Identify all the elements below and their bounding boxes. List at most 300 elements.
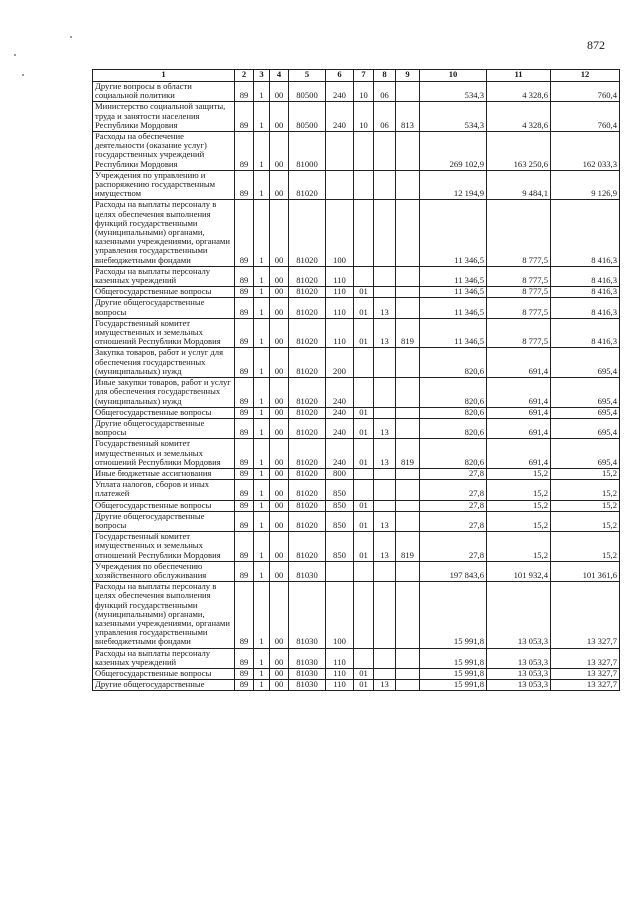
amount-cell: 269 102,9 [420,132,487,171]
table-header [93,70,620,82]
code-cell: 81020 [289,170,326,200]
amount-cell: 12 194,9 [420,170,487,200]
amount-cell: 8 777,5 [487,266,551,286]
table-row [93,266,620,286]
code-cell [396,298,420,318]
table-row [93,318,620,348]
scan-dust-mark [22,74,24,76]
code-cell: 1 [254,582,270,648]
amount-cell: 820,6 [420,418,487,438]
code-cell [396,648,420,668]
amount-cell: 691,4 [487,407,551,418]
code-cell: 89 [235,480,254,500]
code-cell: 89 [235,439,254,469]
item-name-cell: Расходы на обеспечение деятельности (оказание услуг) государственных учреждений Республики Мордовия [93,132,235,171]
code-cell [354,480,374,500]
table-row [93,648,620,668]
code-cell: 00 [270,418,289,438]
code-cell: 1 [254,561,270,581]
code-cell: 1 [254,318,270,348]
code-cell: 00 [270,407,289,418]
amount-cell: 15,2 [551,511,620,531]
code-cell [374,480,396,500]
item-name-cell: Общегосударственные вопросы [93,500,235,511]
code-cell [374,200,396,266]
code-cell: 13 [374,680,396,691]
amount-cell: 695,4 [551,378,620,408]
code-cell [354,348,374,378]
table-row [93,582,620,648]
code-cell: 00 [270,298,289,318]
code-cell: 89 [235,298,254,318]
table-row [93,561,620,581]
amount-cell: 101 361,6 [551,561,620,581]
code-cell: 89 [235,511,254,531]
scan-dust-mark [14,54,16,56]
code-cell: 01 [354,680,374,691]
amount-cell: 15,2 [487,532,551,562]
item-name-cell: Расходы на выплаты персоналу казенных учреждений [93,266,235,286]
code-cell: 1 [254,418,270,438]
amount-cell: 8 416,3 [551,287,620,298]
amount-cell: 8 777,5 [487,287,551,298]
header-cell: 1 [93,70,235,82]
code-cell: 89 [235,348,254,378]
code-cell: 240 [326,82,354,102]
code-cell: 00 [270,318,289,348]
table-row [93,378,620,408]
code-cell [354,648,374,668]
table-row [93,668,620,679]
item-name-cell: Учреждения по управлению и распоряжению государственным имуществом [93,170,235,200]
code-cell: 89 [235,318,254,348]
code-cell: 81030 [289,680,326,691]
code-cell: 00 [270,561,289,581]
amount-cell: 534,3 [420,102,487,132]
table-row [93,298,620,318]
amount-cell: 11 346,5 [420,287,487,298]
amount-cell: 101 932,4 [487,561,551,581]
table-row [93,132,620,171]
code-cell: 110 [326,298,354,318]
header-cell: 6 [326,70,354,82]
amount-cell: 8 777,5 [487,298,551,318]
code-cell: 81020 [289,511,326,531]
code-cell [354,561,374,581]
code-cell: 81020 [289,200,326,266]
code-cell: 01 [354,668,374,679]
amount-cell: 11 346,5 [420,318,487,348]
amount-cell: 15,2 [487,480,551,500]
amount-cell: 8 416,3 [551,298,620,318]
code-cell: 110 [326,287,354,298]
code-cell: 89 [235,532,254,562]
code-cell: 89 [235,132,254,171]
item-name-cell: Государственный комитет имущественных и земельных отношений Республики Мордовия [93,532,235,562]
code-cell: 1 [254,348,270,378]
code-cell [354,582,374,648]
code-cell: 00 [270,511,289,531]
code-cell [374,582,396,648]
code-cell [354,200,374,266]
code-cell: 89 [235,287,254,298]
code-cell: 1 [254,200,270,266]
amount-cell: 15 991,8 [420,648,487,668]
amount-cell: 162 033,3 [551,132,620,171]
code-cell [354,378,374,408]
code-cell: 06 [374,82,396,102]
item-name-cell: Уплата налогов, сборов и иных платежей [93,480,235,500]
code-cell: 13 [374,418,396,438]
code-cell: 01 [354,500,374,511]
code-cell: 1 [254,532,270,562]
amount-cell: 695,4 [551,407,620,418]
table-body [93,82,620,691]
code-cell: 89 [235,102,254,132]
code-cell: 81030 [289,582,326,648]
code-cell: 81020 [289,418,326,438]
amount-cell: 695,4 [551,418,620,438]
code-cell: 00 [270,348,289,378]
header-cell: 8 [374,70,396,82]
code-cell: 00 [270,480,289,500]
code-cell: 89 [235,170,254,200]
header-cell: 2 [235,70,254,82]
code-cell [396,561,420,581]
code-cell [374,648,396,668]
table-row [93,480,620,500]
code-cell [374,668,396,679]
code-cell: 01 [354,532,374,562]
code-cell: 80500 [289,82,326,102]
code-cell: 81000 [289,132,326,171]
code-cell [374,170,396,200]
code-cell: 81020 [289,439,326,469]
item-name-cell: Иные бюджетные ассигнования [93,468,235,479]
item-name-cell: Общегосударственные вопросы [93,287,235,298]
amount-cell: 820,6 [420,439,487,469]
code-cell: 81020 [289,532,326,562]
amount-cell: 15,2 [487,468,551,479]
code-cell: 81020 [289,468,326,479]
code-cell: 110 [326,648,354,668]
code-cell: 81020 [289,378,326,408]
code-cell [326,170,354,200]
code-cell [326,132,354,171]
item-name-cell: Государственный комитет имущественных и земельных отношений Республики Мордовия [93,439,235,469]
code-cell [374,266,396,286]
amount-cell: 27,8 [420,480,487,500]
code-cell: 00 [270,170,289,200]
code-cell: 00 [270,439,289,469]
code-cell: 1 [254,511,270,531]
amount-cell: 8 416,3 [551,200,620,266]
amount-cell: 27,8 [420,468,487,479]
code-cell: 200 [326,348,354,378]
table-row [93,200,620,266]
code-cell: 850 [326,500,354,511]
code-cell [396,348,420,378]
code-cell [396,266,420,286]
item-name-cell: Государственный комитет имущественных и земельных отношений Республики Мордовия [93,318,235,348]
code-cell [326,561,354,581]
code-cell: 13 [374,318,396,348]
code-cell: 00 [270,668,289,679]
code-cell: 81030 [289,561,326,581]
code-cell: 00 [270,500,289,511]
code-cell: 00 [270,82,289,102]
amount-cell: 13 053,3 [487,582,551,648]
code-cell: 819 [396,532,420,562]
item-name-cell: Расходы на выплаты персоналу в целях обеспечения выполнения функций государственными (муниципальными) органами, казенными учреждениями, органами управления государственными внебюджетными фондами [93,200,235,266]
code-cell: 01 [354,298,374,318]
table-row [93,511,620,531]
code-cell: 813 [396,102,420,132]
code-cell [374,132,396,171]
amount-cell: 197 843,6 [420,561,487,581]
code-cell: 1 [254,480,270,500]
code-cell: 240 [326,439,354,469]
code-cell: 1 [254,407,270,418]
code-cell: 1 [254,468,270,479]
code-cell [374,287,396,298]
code-cell: 81020 [289,287,326,298]
code-cell [374,407,396,418]
table-row [93,532,620,562]
code-cell: 800 [326,468,354,479]
table-row [93,418,620,438]
code-cell: 819 [396,439,420,469]
amount-cell: 15,2 [551,532,620,562]
table-row [93,170,620,200]
code-cell: 00 [270,648,289,668]
code-cell: 240 [326,407,354,418]
code-cell [374,468,396,479]
item-name-cell: Другие общегосударственные [93,680,235,691]
code-cell: 13 [374,298,396,318]
code-cell [354,266,374,286]
amount-cell: 695,4 [551,439,620,469]
table-row [93,82,620,102]
code-cell [396,582,420,648]
code-cell: 01 [354,318,374,348]
item-name-cell: Другие общегосударственные вопросы [93,298,235,318]
code-cell: 81030 [289,668,326,679]
amount-cell: 8 416,3 [551,266,620,286]
code-cell: 01 [354,407,374,418]
code-cell: 81030 [289,648,326,668]
code-cell: 81020 [289,266,326,286]
code-cell: 06 [374,102,396,132]
code-cell: 1 [254,668,270,679]
code-cell [396,82,420,102]
code-cell: 1 [254,82,270,102]
amount-cell: 163 250,6 [487,132,551,171]
amount-cell: 27,8 [420,511,487,531]
amount-cell: 27,8 [420,532,487,562]
code-cell: 13 [374,532,396,562]
amount-cell: 8 777,5 [487,318,551,348]
code-cell: 00 [270,266,289,286]
code-cell: 00 [270,532,289,562]
code-cell: 240 [326,102,354,132]
amount-cell: 820,6 [420,348,487,378]
amount-cell: 760,4 [551,102,620,132]
item-name-cell: Учреждения по обеспечению хозяйственного обслуживания [93,561,235,581]
amount-cell: 15,2 [551,500,620,511]
amount-cell: 11 346,5 [420,200,487,266]
code-cell: 00 [270,680,289,691]
code-cell [396,132,420,171]
header-cell: 3 [254,70,270,82]
table-row [93,287,620,298]
amount-cell: 15 991,8 [420,582,487,648]
amount-cell: 13 327,7 [551,582,620,648]
code-cell: 10 [354,82,374,102]
code-cell: 89 [235,668,254,679]
code-cell: 81020 [289,500,326,511]
code-cell: 1 [254,132,270,171]
code-cell [354,468,374,479]
code-cell: 1 [254,102,270,132]
code-cell: 89 [235,582,254,648]
code-cell: 89 [235,407,254,418]
amount-cell: 15,2 [487,511,551,531]
amount-cell: 15,2 [551,468,620,479]
amount-cell: 15,2 [487,500,551,511]
code-cell: 850 [326,532,354,562]
code-cell [374,348,396,378]
item-name-cell: Расходы на выплаты персоналу казенных учреждений [93,648,235,668]
code-cell [396,680,420,691]
code-cell: 1 [254,287,270,298]
code-cell: 00 [270,102,289,132]
header-cell: 4 [270,70,289,82]
code-cell: 1 [254,500,270,511]
code-cell: 1 [254,439,270,469]
header-cell: 11 [487,70,551,82]
amount-cell: 9 484,1 [487,170,551,200]
amount-cell: 27,8 [420,500,487,511]
code-cell [396,468,420,479]
amount-cell: 15 991,8 [420,668,487,679]
code-cell: 1 [254,298,270,318]
code-cell: 240 [326,418,354,438]
amount-cell: 13 053,3 [487,680,551,691]
amount-cell: 691,4 [487,348,551,378]
amount-cell: 820,6 [420,407,487,418]
code-cell [396,418,420,438]
table-row [93,348,620,378]
code-cell: 10 [354,102,374,132]
code-cell: 89 [235,648,254,668]
item-name-cell: Другие общегосударственные вопросы [93,418,235,438]
code-cell: 1 [254,680,270,691]
code-cell [396,500,420,511]
code-cell: 00 [270,200,289,266]
code-cell: 819 [396,318,420,348]
code-cell: 13 [374,439,396,469]
code-cell [374,378,396,408]
code-cell: 110 [326,318,354,348]
header-row [93,70,620,82]
header-cell: 9 [396,70,420,82]
code-cell: 13 [374,511,396,531]
amount-cell: 11 346,5 [420,266,487,286]
code-cell [396,287,420,298]
scan-dust-mark [70,36,72,38]
code-cell: 81020 [289,407,326,418]
amount-cell: 13 327,7 [551,680,620,691]
code-cell: 100 [326,582,354,648]
code-cell: 850 [326,480,354,500]
code-cell: 81020 [289,348,326,378]
code-cell [396,200,420,266]
amount-cell: 15 991,8 [420,680,487,691]
code-cell [354,170,374,200]
code-cell [354,132,374,171]
budget-table [92,69,620,691]
code-cell: 01 [354,439,374,469]
code-cell [396,170,420,200]
code-cell: 00 [270,582,289,648]
code-cell: 89 [235,266,254,286]
header-cell: 5 [289,70,326,82]
table-row [93,439,620,469]
amount-cell: 820,6 [420,378,487,408]
code-cell: 110 [326,668,354,679]
code-cell: 89 [235,418,254,438]
amount-cell: 760,4 [551,82,620,102]
amount-cell: 695,4 [551,348,620,378]
code-cell: 89 [235,680,254,691]
code-cell: 00 [270,287,289,298]
table-row [93,468,620,479]
code-cell: 89 [235,378,254,408]
table-row [93,680,620,691]
amount-cell: 691,4 [487,378,551,408]
code-cell: 850 [326,511,354,531]
code-cell: 89 [235,200,254,266]
table-row [93,407,620,418]
amount-cell: 11 346,5 [420,298,487,318]
amount-cell: 691,4 [487,439,551,469]
code-cell: 89 [235,561,254,581]
amount-cell: 13 053,3 [487,648,551,668]
code-cell: 1 [254,648,270,668]
code-cell [396,407,420,418]
item-name-cell: Другие общегосударственные вопросы [93,511,235,531]
item-name-cell: Закупка товаров, работ и услуг для обеспечения государственных (муниципальных) нужд [93,348,235,378]
item-name-cell: Расходы на выплаты персоналу в целях обеспечения выполнения функций государственными (муниципальными) органами, казенными учреждениями, органами управления государственными внебюджетными фондами [93,582,235,648]
header-cell: 7 [354,70,374,82]
item-name-cell: Министерство социальной защиты, труда и занятости населения Республики Мордовия [93,102,235,132]
item-name-cell: Другие вопросы в области социальной политики [93,82,235,102]
code-cell: 01 [354,287,374,298]
code-cell: 00 [270,378,289,408]
amount-cell: 13 053,3 [487,668,551,679]
code-cell [396,511,420,531]
table-row [93,102,620,132]
code-cell: 110 [326,680,354,691]
amount-cell: 4 328,6 [487,102,551,132]
code-cell [396,480,420,500]
code-cell: 01 [354,418,374,438]
code-cell [374,500,396,511]
code-cell: 89 [235,468,254,479]
code-cell: 80500 [289,102,326,132]
code-cell [374,561,396,581]
